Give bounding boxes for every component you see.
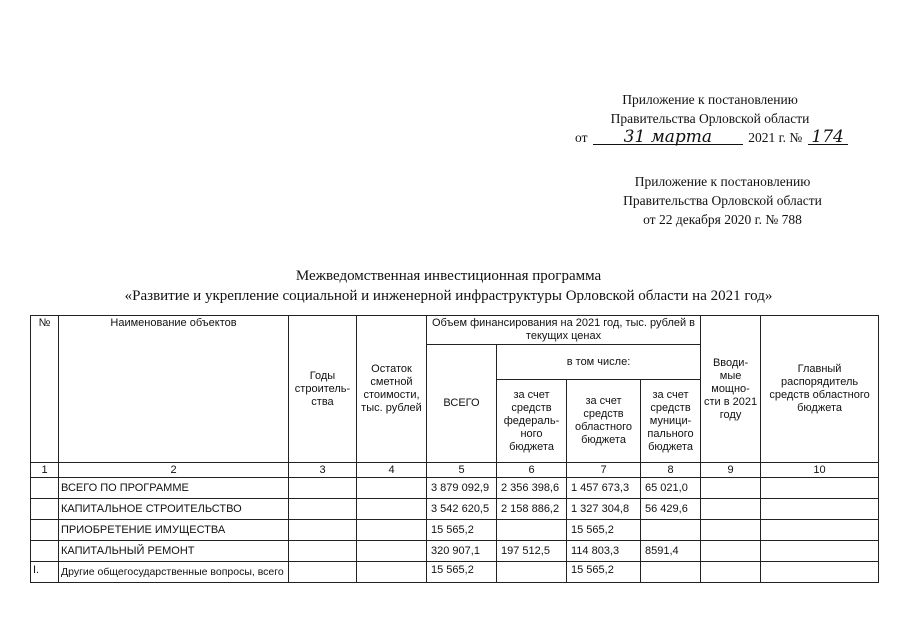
row-num [31, 520, 59, 541]
row-total: 15 565,2 [427, 562, 497, 583]
row-federal [497, 562, 567, 583]
col-number: 2 [59, 463, 289, 478]
col-header-name: Наименование объектов [59, 316, 289, 463]
annex-line: Приложение к постановлению [622, 92, 798, 107]
annex-header-current [575, 90, 845, 147]
col-header-years: Годы строитель-ства [289, 316, 357, 463]
row-name: КАПИТАЛЬНЫЙ РЕМОНТ [59, 541, 289, 562]
row-remain [357, 478, 427, 499]
row-remain [357, 562, 427, 583]
col-header-volume: Объем финансирования на 2021 год, тыс. рублей в текущих ценах [427, 316, 701, 345]
document-title [0, 266, 897, 306]
row-years [289, 562, 357, 583]
col-number: 5 [427, 463, 497, 478]
handwritten-number: 174 [808, 130, 848, 145]
row-municipal: 65 021,0 [641, 478, 701, 499]
row-remain [357, 541, 427, 562]
col-header-including: в том числе: [497, 345, 701, 380]
col-header-federal: за счет средств федераль-ного бюджета [497, 380, 567, 463]
table-row [31, 541, 879, 562]
row-name: ВСЕГО ПО ПРОГРАММЕ [59, 478, 289, 499]
row-manager [761, 478, 879, 499]
row-manager [761, 520, 879, 541]
col-number: 3 [289, 463, 357, 478]
row-name: ПРИОБРЕТЕНИЕ ИМУЩЕСТВА [59, 520, 289, 541]
col-header-remain: Остаток сметной стоимости, тыс. рублей [357, 316, 427, 463]
row-federal: 197 512,5 [497, 541, 567, 562]
financing-table [30, 315, 879, 583]
row-regional: 15 565,2 [567, 520, 641, 541]
row-municipal: 8591,4 [641, 541, 701, 562]
row-manager [761, 499, 879, 520]
row-name: Другие общегосударственные вопросы, всего [59, 562, 289, 583]
row-years [289, 520, 357, 541]
row-capacity [701, 541, 761, 562]
row-remain [357, 520, 427, 541]
row-num: I. [31, 562, 59, 583]
col-header-regional: за счет средств областного бюджета [567, 380, 641, 463]
row-years [289, 478, 357, 499]
col-number: 8 [641, 463, 701, 478]
table-row [31, 520, 879, 541]
row-total: 320 907,1 [427, 541, 497, 562]
row-years [289, 499, 357, 520]
col-number: 9 [701, 463, 761, 478]
col-number: 4 [357, 463, 427, 478]
year-text: 2021 г. № [748, 130, 803, 145]
row-manager [761, 562, 879, 583]
row-federal: 2 356 398,6 [497, 478, 567, 499]
table-row [31, 499, 879, 520]
annex-line: Правительства Орловской области [623, 193, 822, 208]
row-municipal [641, 562, 701, 583]
annex-header-previous [600, 172, 845, 229]
title-line: «Развитие и укрепление социальной и инженерной инфраструктуры Орловской области на 2021 год» [124, 288, 773, 304]
col-number: 6 [497, 463, 567, 478]
row-name: КАПИТАЛЬНОЕ СТРОИТЕЛЬСТВО [59, 499, 289, 520]
row-municipal: 56 429,6 [641, 499, 701, 520]
row-num [31, 478, 59, 499]
row-total: 3 542 620,5 [427, 499, 497, 520]
col-number: 1 [31, 463, 59, 478]
table-row [31, 562, 879, 583]
row-num [31, 499, 59, 520]
row-capacity [701, 478, 761, 499]
annex-date-line [575, 128, 845, 147]
col-header-manager: Главный распорядитель средств областного бюджета [761, 316, 879, 463]
row-regional: 114 803,3 [567, 541, 641, 562]
row-federal [497, 520, 567, 541]
title-line: Межведомственная инвестиционная программа [295, 268, 602, 284]
table-row [31, 478, 879, 499]
row-municipal [641, 520, 701, 541]
col-header-num: № [31, 316, 59, 463]
row-capacity [701, 520, 761, 541]
annex-line: от 22 декабря 2020 г. № 788 [643, 212, 802, 227]
col-header-total: ВСЕГО [427, 345, 497, 463]
row-num [31, 541, 59, 562]
from-prefix: от [575, 130, 588, 145]
col-number: 10 [761, 463, 879, 478]
row-capacity [701, 562, 761, 583]
annex-line: Правительства Орловской области [610, 111, 810, 126]
row-total: 3 879 092,9 [427, 478, 497, 499]
row-regional: 15 565,2 [567, 562, 641, 583]
row-manager [761, 541, 879, 562]
row-regional: 1 457 673,3 [567, 478, 641, 499]
col-header-capacity: Вводи-мые мощно-сти в 2021 году [701, 316, 761, 463]
annex-line: Приложение к постановлению [634, 174, 811, 189]
row-federal: 2 158 886,2 [497, 499, 567, 520]
row-remain [357, 499, 427, 520]
row-capacity [701, 499, 761, 520]
row-years [289, 541, 357, 562]
row-regional: 1 327 304,8 [567, 499, 641, 520]
col-number: 7 [567, 463, 641, 478]
row-total: 15 565,2 [427, 520, 497, 541]
col-header-municipal: за счет средств муници-пального бюджета [641, 380, 701, 463]
handwritten-date: 31 марта [593, 130, 743, 145]
